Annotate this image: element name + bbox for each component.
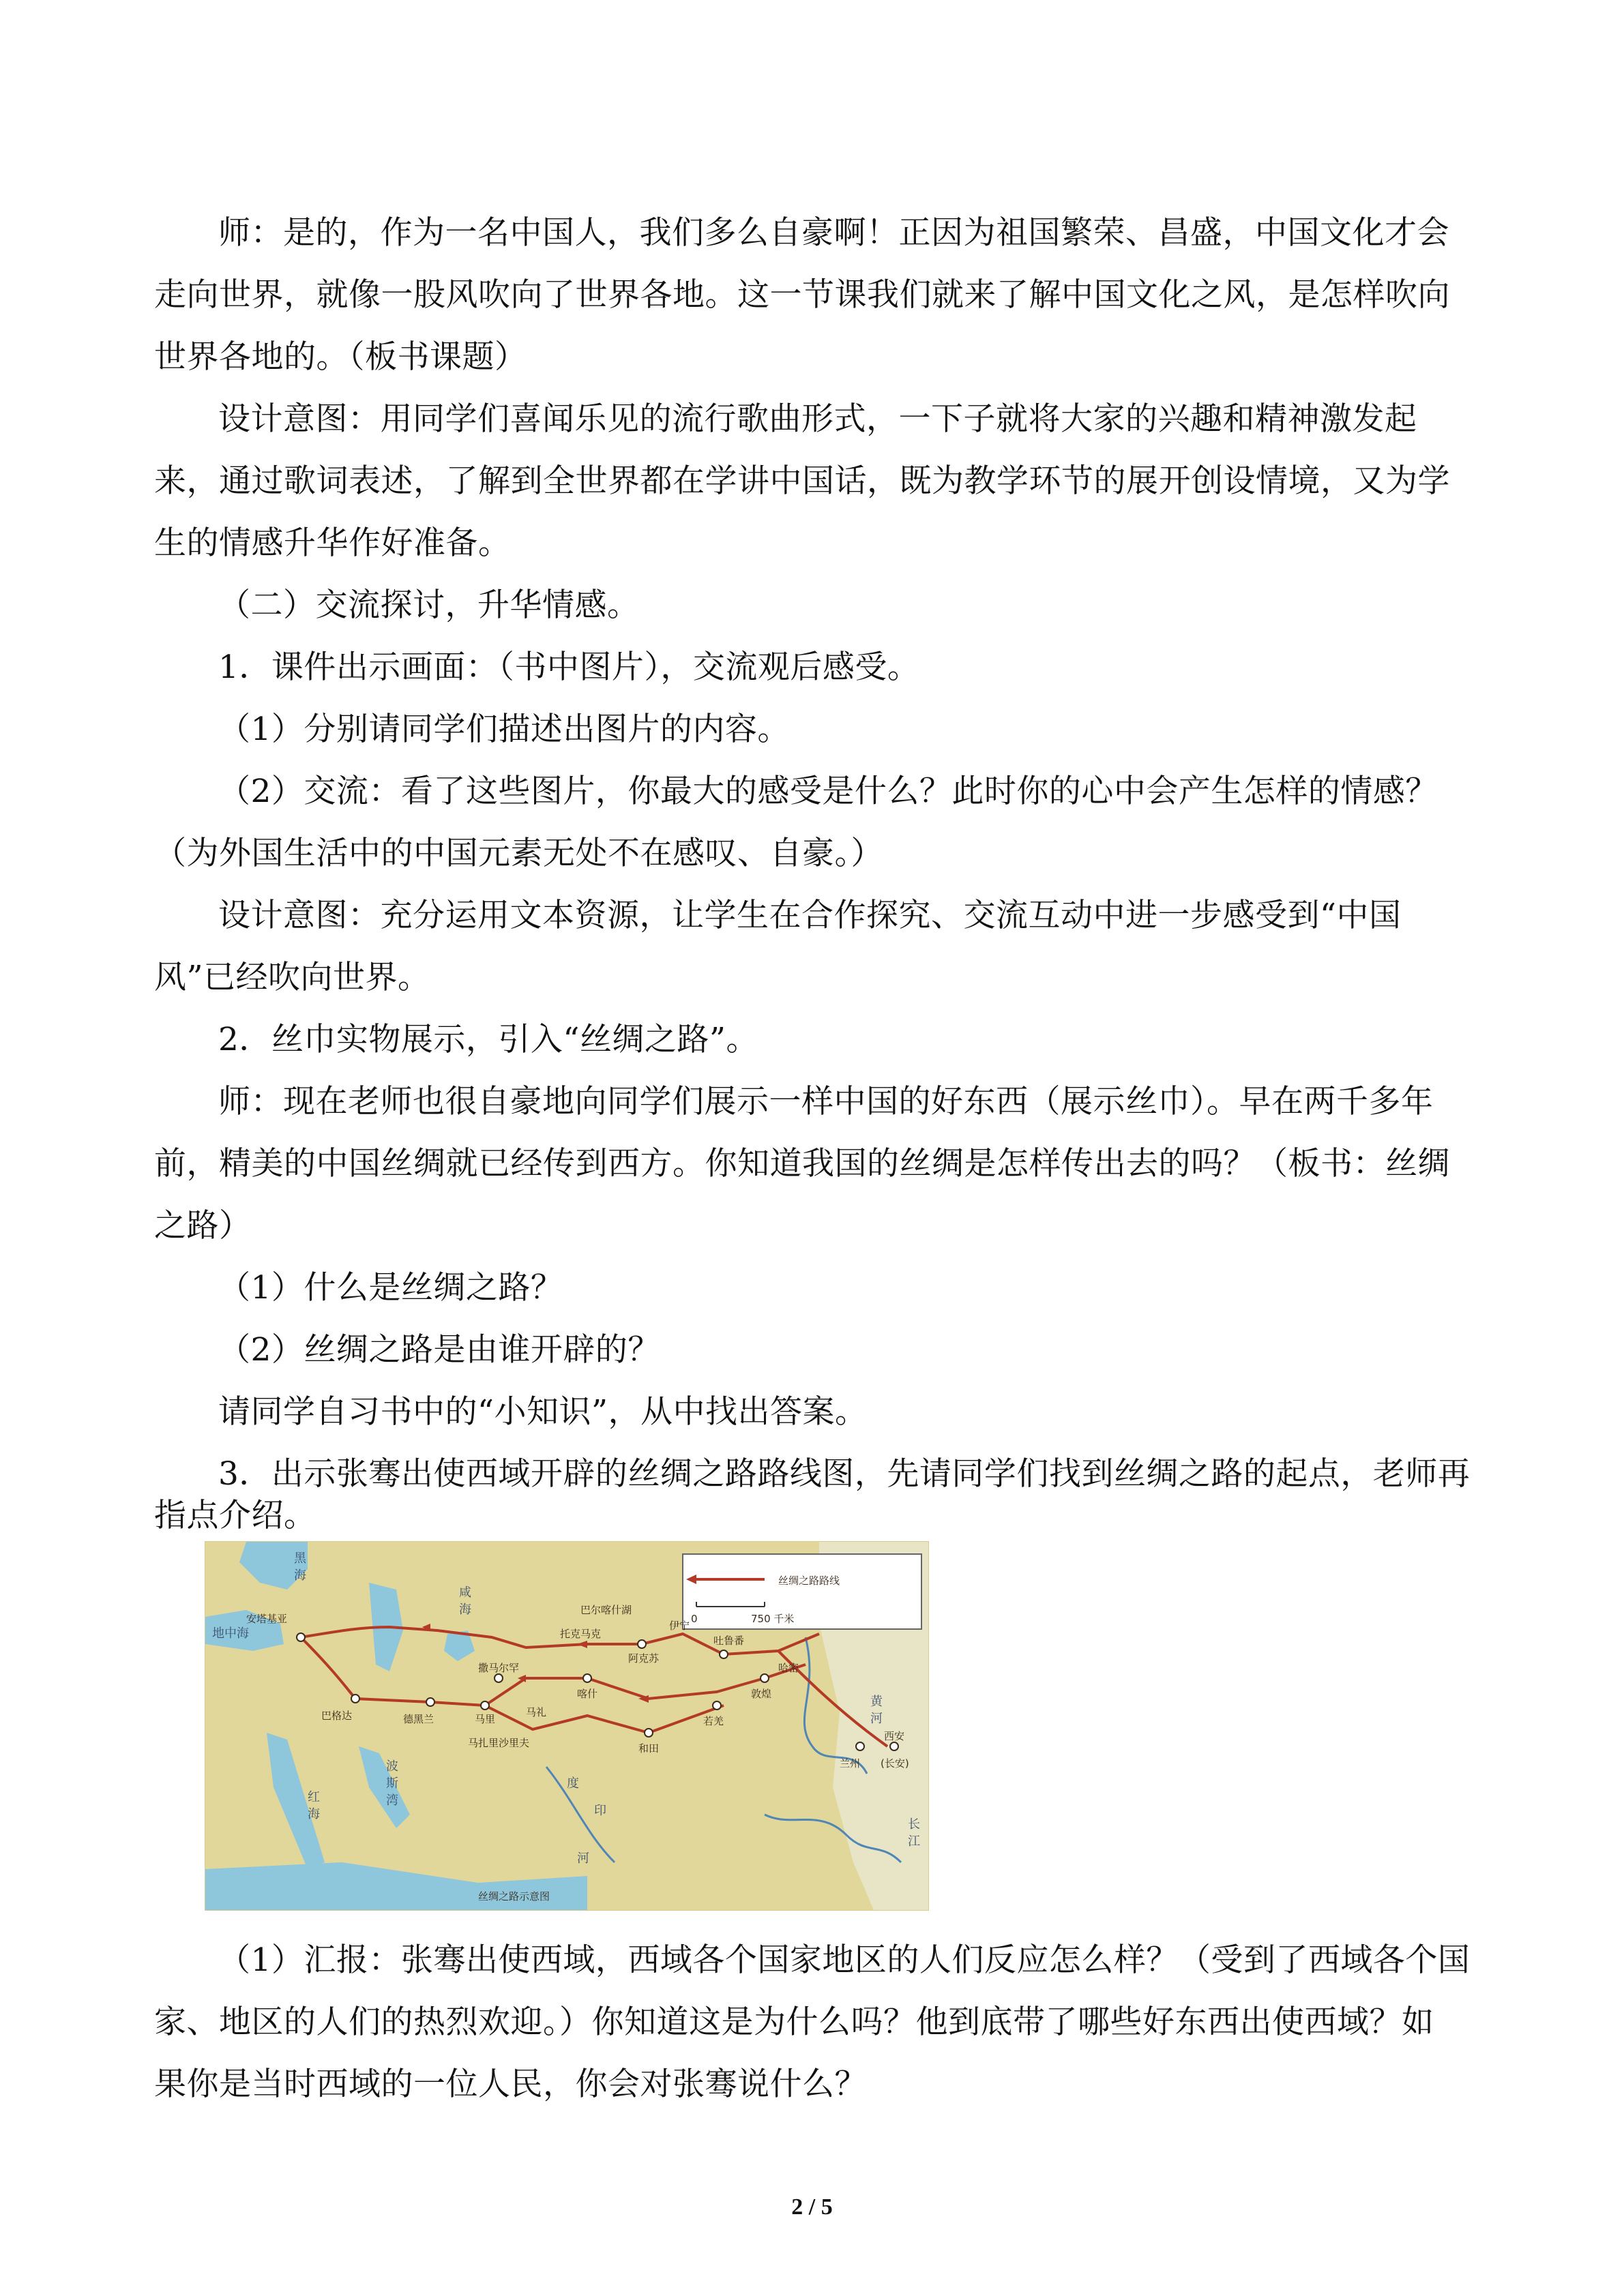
paragraph-line: 世界各地的。（板书课题） <box>154 338 527 376</box>
river-label: 长 <box>908 1817 920 1832</box>
sea-label: 湾 <box>386 1793 398 1808</box>
region-label: 度 <box>567 1776 579 1791</box>
scale-label: 750 千米 <box>751 1613 795 1625</box>
city-hotan <box>645 1729 653 1737</box>
city-mary <box>481 1701 489 1710</box>
place-label: 喀什 <box>577 1688 598 1700</box>
place-label: 马礼 <box>526 1706 547 1718</box>
city-samarkand <box>494 1674 503 1682</box>
paragraph-line: 设计意图：充分运用文本资源，让学生在合作探究、交流互动中进一步感受到“中国 <box>218 897 1402 934</box>
place-label: 西安 <box>884 1730 905 1742</box>
place-label: 撒马尔罕 <box>478 1662 520 1674</box>
paragraph-line: 走向世界，就像一股风吹向了世界各地。这一节课我们就来了解中国文化之风，是怎样吹向 <box>154 276 1450 314</box>
city-ruoqiang <box>713 1701 721 1710</box>
sea-label: 海 <box>459 1602 471 1617</box>
map-drawing <box>205 1542 928 1910</box>
paragraph-line: 师：是的，作为一名中国人，我们多么自豪啊！正因为祖国繁荣、昌盛，中国文化才会 <box>218 214 1449 252</box>
sea-label: 黑 <box>294 1551 306 1566</box>
page-number: 2 / 5 <box>791 2194 833 2220</box>
city-kashgar <box>583 1674 591 1682</box>
paragraph-line: 2．丝巾实物展示，引入“丝绸之路”。 <box>218 1021 758 1058</box>
place-label: 若羌 <box>703 1715 724 1727</box>
city-dunhuang <box>761 1674 769 1682</box>
place-label: 和田 <box>638 1742 660 1755</box>
persian-gulf <box>359 1746 410 1828</box>
place-label: 巴格达 <box>321 1710 353 1722</box>
sea-label: 咸 <box>459 1585 471 1600</box>
route-arrow <box>577 1641 587 1648</box>
sea-label: 红 <box>308 1790 320 1804</box>
paragraph-line: （2）丝绸之路是由谁开辟的？ <box>218 1331 660 1369</box>
paragraph-line: 来，通过歌词表述，了解到全世界都在学讲中国话，既为教学环节的展开创设情境，又为学 <box>154 462 1450 500</box>
paragraph-line: 指点介绍。 <box>154 1497 316 1534</box>
map-legend <box>683 1554 921 1629</box>
place-label: 兰州 <box>840 1757 861 1770</box>
place-label: 德黑兰 <box>403 1713 434 1725</box>
paragraph-line: （2）交流：看了这些图片，你最大的感受是什么？此时你的心中会产生怎样的情感？ <box>218 773 1438 810</box>
sea-label: 地中海 <box>212 1626 249 1641</box>
city-turpan <box>720 1650 728 1658</box>
silk-road-map <box>205 1541 929 1911</box>
paragraph-line: 师：现在老师也很自豪地向同学们展示一样中国的好东西（展示丝巾）。早在两千多年 <box>218 1083 1434 1120</box>
place-label: 托克马克 <box>560 1628 602 1640</box>
paragraph-line: （1）什么是丝绸之路？ <box>218 1269 563 1307</box>
city-baghdad <box>351 1695 359 1703</box>
place-label: 阿克苏 <box>628 1652 660 1665</box>
place-label: 马扎里沙里夫 <box>468 1737 530 1749</box>
region-label: 印 <box>594 1804 606 1818</box>
route-south <box>485 1705 724 1733</box>
paragraph-line: 前，精美的中国丝绸就已经传到西方。你知道我国的丝绸是怎样传出去的吗？（板书：丝绸 <box>154 1145 1450 1182</box>
paragraph-line: 设计意图：用同学们喜闻乐见的流行歌曲形式，一下子就将大家的兴趣和精神激发起 <box>218 400 1417 438</box>
paragraph-line: （为外国生活中的中国元素无处不在感叹、自豪。） <box>154 835 883 872</box>
paragraph-line: （1）分别请同学们描述出图片的内容。 <box>218 711 790 748</box>
paragraph-line: 请同学自习书中的“小知识”，从中找出答案。 <box>218 1393 868 1431</box>
paragraph-line: （1）汇报：张骞出使西域，西域各个国家地区的人们反应怎么样？（受到了西域各个国 <box>218 1941 1471 1979</box>
paragraph-line: 果你是当时西域的一位人民，你会对张骞说什么？ <box>154 2066 867 2103</box>
place-label: (长安) <box>881 1757 909 1770</box>
city-tehran <box>426 1698 434 1706</box>
city-xian <box>890 1742 898 1750</box>
paragraph-line: 风”已经吹向世界。 <box>154 959 430 996</box>
sea-label: 斯 <box>386 1776 398 1791</box>
river-label: 黄 <box>870 1695 883 1709</box>
place-label: 敦煌 <box>751 1688 772 1700</box>
river-label: 河 <box>870 1712 883 1726</box>
paragraph-line: 之路） <box>154 1207 252 1244</box>
paragraph-line: 3．出示张骞出使西域开辟的丝绸之路路线图，先请同学们找到丝绸之路的起点，老师再 <box>218 1455 1471 1493</box>
place-label: 安塔基亚 <box>246 1613 288 1625</box>
place-label: 吐鲁番 <box>713 1635 745 1647</box>
paragraph-line: 生的情感升华作好准备。 <box>154 524 511 562</box>
scale-zero: 0 <box>691 1613 698 1625</box>
paragraph-line: 1．课件出示画面：（书中图片），交流观后感受。 <box>218 648 920 686</box>
city-antakya <box>297 1633 305 1641</box>
river-label: 江 <box>908 1834 920 1849</box>
indian-ocean <box>205 1862 587 1910</box>
city-lanzhou <box>856 1742 864 1750</box>
place-label: 马里 <box>475 1713 496 1725</box>
legend-label: 丝绸之路路线 <box>778 1575 840 1587</box>
place-label: 伊宁 <box>669 1620 690 1632</box>
place-label: 巴尔喀什湖 <box>580 1604 632 1616</box>
sea-label: 波 <box>386 1759 398 1774</box>
river-label: 河 <box>577 1851 589 1866</box>
sea-label: 海 <box>308 1807 320 1821</box>
paragraph-line: 家、地区的人们的热烈欢迎。）你知道这是为什么吗？他到底带了哪些好东西出使西域？如 <box>154 2003 1434 2041</box>
section-heading: （二）交流探讨，升华情感。 <box>218 586 640 624</box>
city-aksu <box>638 1640 646 1648</box>
place-label: 哈密 <box>778 1662 799 1674</box>
map-caption: 丝绸之路示意图 <box>478 1890 550 1903</box>
sea-label: 海 <box>294 1568 306 1583</box>
